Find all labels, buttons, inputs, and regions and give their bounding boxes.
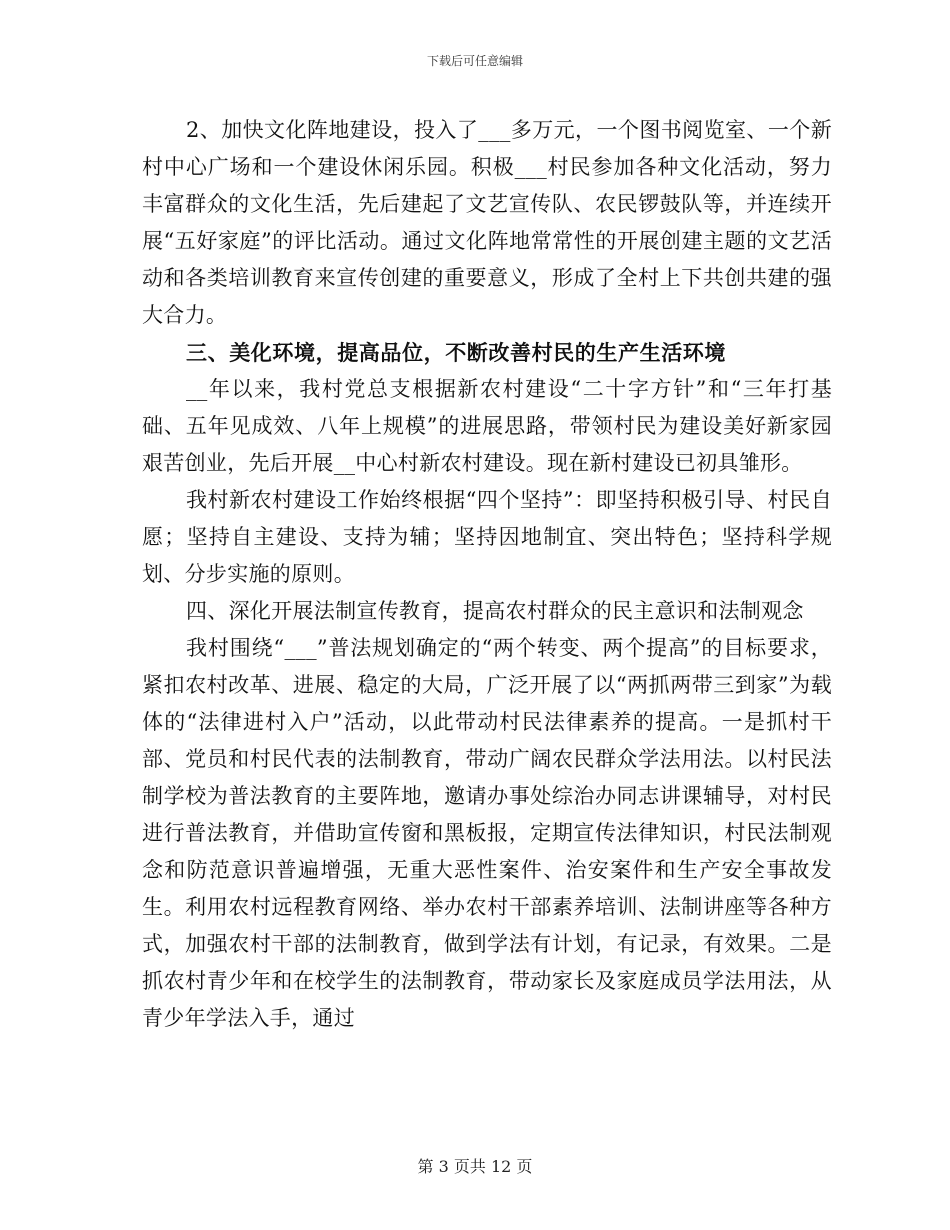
paragraph-new-village-development: __年以来，我村党总支根据新农村建设“二十字方针”和“三年打基础、五年见成效、八年上规模”的进展思路，带领村民为建设美好新家园艰苦创业，先后开展__中心村新农村建设。现在新村建设已初具雏形。: [142, 377, 832, 475]
paragraph-culture-construction: 2、加快文化阵地建设，投入了___多万元，一个图书阅览室、一个新村中心广场和一个建设休闲乐园。积极___村民参加各种文化活动，努力丰富群众的文化生活，先后建起了文艺宣传队、农民锣鼓队等，并连续开展“五好家庭”的评比活动。通过文化阵地常常性的开展创建主题的文艺活动和各类培训教育来宣传创建的重要意义，形成了全村上下共创共建的强大合力。: [142, 118, 832, 327]
page-header: 下载后可任意编辑: [426, 54, 523, 68]
section-heading-legal-education: 四、深化开展法制宣传教育，提高农村群众的民主意识和法制观念: [186, 599, 804, 623]
page-footer: 第 3 页共 12 页: [417, 1157, 533, 1176]
document-body: [142, 112, 832, 1037]
paragraph-legal-education: 我村围绕“___”普法规划确定的“两个转变、两个提高”的目标要求，紧扣农村改革、进展、稳定的大局，广泛开展了以“两抓两带三到家”为载体的“法律进村入户”活动，以此带动村民法律素养的提高。一是抓村干部、党员和村民代表的法制教育，带动广阔农民群众学法用法。以村民法制学校为普法教育的主要阵地，邀请办事处综治办同志讲课辅导，对村民进行普法教育，并借助宣传窗和黑板报，定期宣传法律知识，村民法制观念和防范意识普遍增强，无重大恶性案件、治安案件和生产安全事故发生。利用农村远程教育网络、举办农村干部素养培训、法制讲座等各种方式，加强农村干部的法制教育，做到学法有计划，有记录，有效果。二是抓农村青少年和在校学生的法制教育，带动家长及家庭成员学法用法，从青少年学法入手，通过: [142, 636, 832, 1030]
section-heading-environment: 三、美化环境，提高品位，不断改善村民的生产生活环境: [186, 340, 726, 365]
paragraph-four-principles: 我村新农村建设工作始终根据“四个坚持”：即坚持积极引导、村民自愿；坚持自主建设、支持为辅；坚持因地制宜、突出特色；坚持科学规划、分步实施的原则。: [142, 488, 832, 586]
